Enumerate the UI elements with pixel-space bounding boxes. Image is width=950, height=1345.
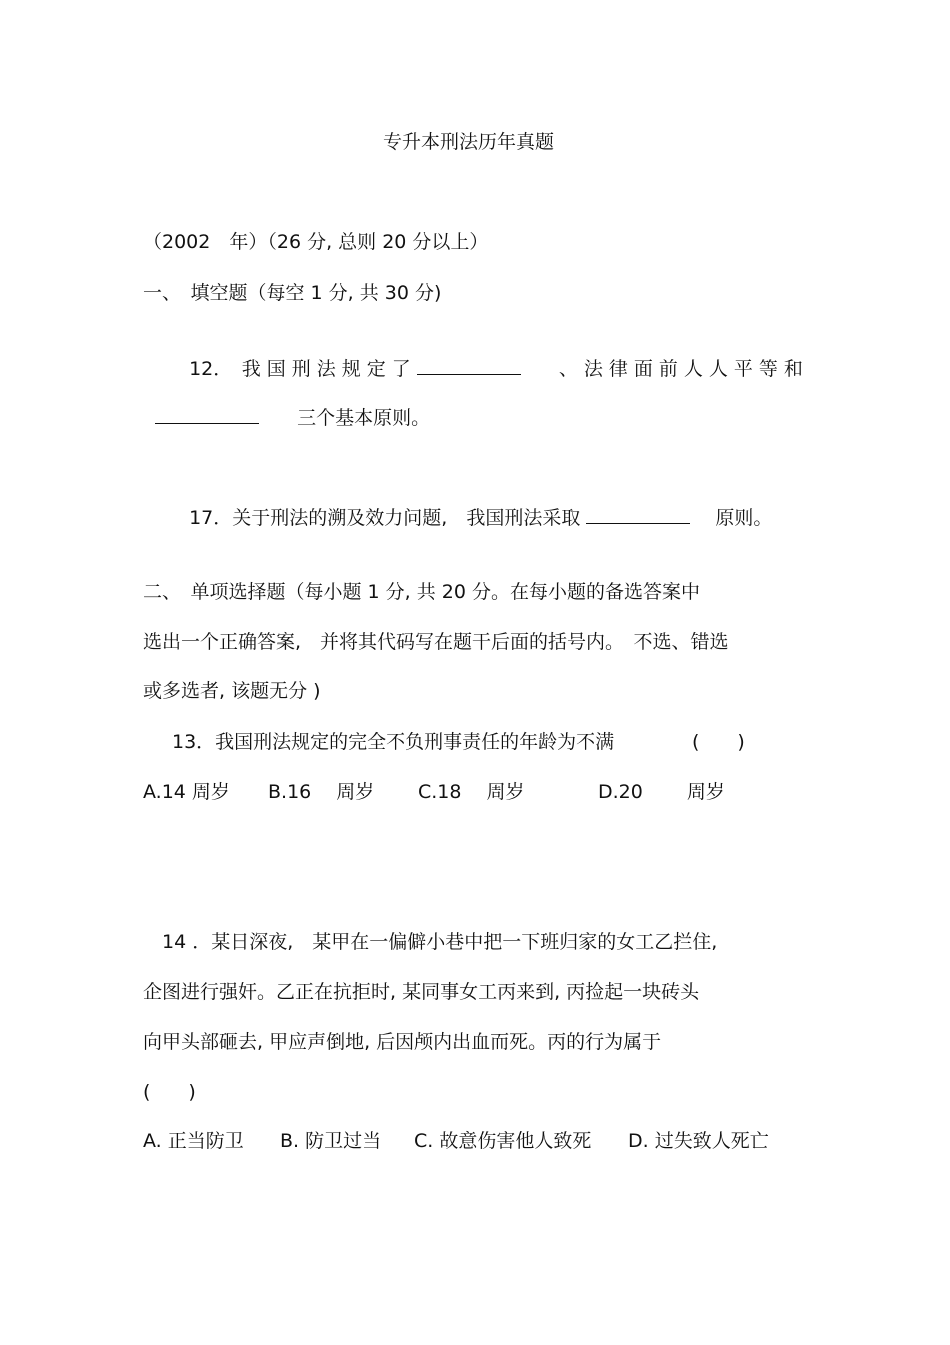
question-14-line1: 14 ．某日深夜, 某甲在一偏僻小巷中把一下班归家的女工乙拦住, <box>162 931 718 953</box>
year-intro: （2002 年）（26 分, 总则 20 分以上） <box>143 231 489 253</box>
question-14-line2: 企图进行强奸。乙正在抗拒时, 某同事女工丙来到, 丙捡起一块砖头 <box>143 981 700 1003</box>
question-12-text-c: 三个基本原则。 <box>297 407 431 429</box>
section2-heading-line3: 或多选者, 该题无分 ) <box>143 680 321 702</box>
answer-blank <box>155 405 259 424</box>
question-17 <box>177 481 772 530</box>
option-b: B.16 周岁 <box>268 781 375 803</box>
option-d: D.20 周岁 <box>598 781 725 803</box>
option-c: C.18 周岁 <box>418 781 525 803</box>
answer-blank <box>417 356 521 375</box>
option-c: C. 故意伤害他人致死 <box>414 1130 592 1152</box>
question-12-number: 12． <box>189 358 223 380</box>
question-13-paren: ( ) <box>692 731 745 753</box>
question-14-line3: 向甲头部砸去, 甲应声倒地, 后因颅内出血而死。丙的行为属于 <box>143 1031 662 1053</box>
question-17-number: 17． <box>189 507 233 529</box>
answer-blank <box>586 505 690 524</box>
question-17-text-b: 原则。 <box>715 507 773 529</box>
section2-heading-line1: 二、 单项选择题（每小题 1 分, 共 20 分。在每小题的备选答案中 <box>143 581 701 603</box>
question-14-paren: ( ) <box>143 1081 196 1103</box>
section2-heading-line2: 选出一个正确答案, 并将其代码写在题干后面的括号内。 不选、错选 <box>143 631 729 653</box>
page-title: 专升本刑法历年真题 <box>382 131 554 153</box>
question-13-stem: 13．我国刑法规定的完全不负刑事责任的年龄为不满 <box>172 731 615 753</box>
question-12-text-b: 、法律面前人人平等和 <box>558 358 809 380</box>
question-12-text-a: 我国刑法规定了 <box>241 358 417 380</box>
question-12-line2 <box>143 381 430 430</box>
option-a: A. 正当防卫 <box>143 1130 244 1152</box>
option-d: D. 过失致人死亡 <box>628 1130 769 1152</box>
option-b: B. 防卫过当 <box>280 1130 382 1152</box>
option-a: A.14 周岁 <box>143 781 230 803</box>
section1-heading: 一、 填空题（每空 1 分, 共 30 分) <box>143 282 442 304</box>
question-12-line1 <box>177 332 809 381</box>
question-17-text-a: 关于刑法的溯及效力问题, 我国刑法采取 <box>232 507 581 529</box>
